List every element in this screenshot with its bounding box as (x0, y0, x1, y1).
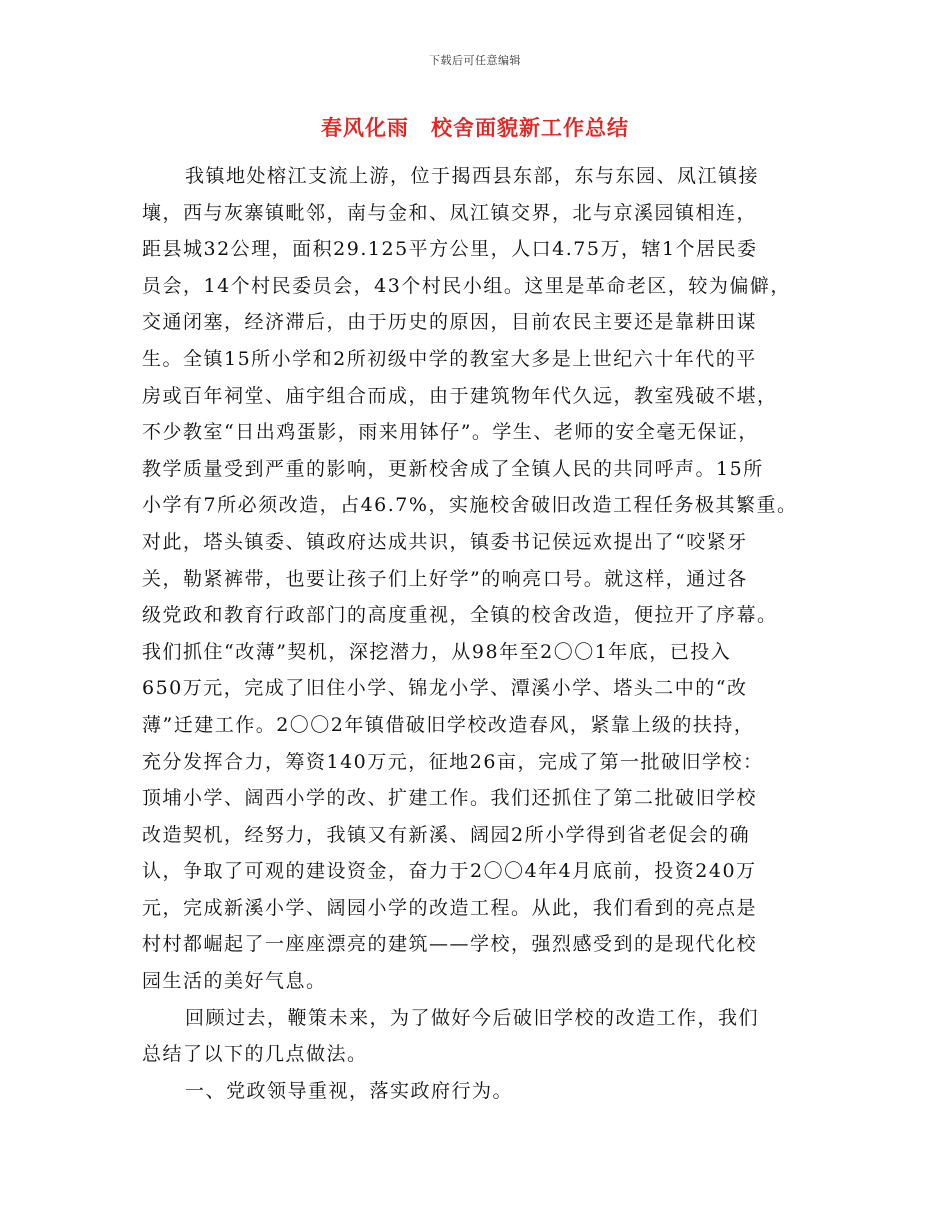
text-line: 交通闭塞，经济滞后，由于历史的原因，目前农民主要还是靠耕田谋 (142, 311, 758, 334)
text-line: 园生活的美好气息。 (142, 970, 327, 993)
text-line: 充分发挥合力，筹资140万元，征地26亩，完成了第一批破旧学校： (142, 750, 764, 773)
document-title: 春风化雨 校舍面貌新工作总结 (321, 115, 629, 140)
header-note: 下载后可任意编辑 (429, 54, 521, 67)
body-text (142, 158, 832, 1109)
text-line: 薄”迁建工作。2〇〇2年镇借破旧学校改造春风，紧靠上级的扶持， (142, 713, 755, 736)
text-line: 元，完成新溪小学、阔园小学的改造工程。从此，我们看到的亮点是 (142, 896, 758, 919)
text-line: 对此，塔头镇委、镇政府达成共识，镇委书记侯远欢提出了“咬紧牙 (142, 530, 748, 553)
text-line: 回顾过去，鞭策未来，为了做好今后破旧学校的改造工作，我们 (185, 1006, 760, 1029)
text-line: 生。全镇15所小学和2所初级中学的教室大多是上世纪六十年代的平 (142, 347, 757, 370)
text-line: 改造契机，经努力，我镇又有新溪、阔园2所小学得到省老促会的确 (142, 823, 751, 846)
text-line: 级党政和教育行政部门的高度重视，全镇的校舍改造，便拉开了序幕。 (142, 604, 778, 627)
text-line: 小学有7所必须改造，占46.7%，实施校舍破旧改造工程任务极其繁重。 (142, 494, 798, 517)
text-line: 650万元，完成了旧住小学、锦龙小学、潭溪小学、塔头二中的“改 (142, 677, 748, 700)
text-line: 一、党政领导重视，落实政府行为。 (185, 1079, 514, 1102)
text-line: 村村都崛起了一座座漂亮的建筑——学校，强烈感受到的是现代化校 (142, 933, 758, 956)
text-line: 我们抓住“改薄”契机，深挖潜力，从98年至2〇〇1年底，已投入 (142, 640, 732, 663)
text-line: 房或百年祠堂、庙宇组合而成，由于建筑物年代久远，教室残破不堪， (142, 384, 778, 407)
text-line: 员会，14个村民委员会，43个村民小组。这里是革命老区，较为偏僻， (142, 274, 791, 297)
text-line: 我镇地处榕江支流上游，位于揭西县东部，东与东园、凤江镇接 (185, 165, 760, 187)
text-line: 壤，西与灰寨镇毗邻，南与金和、凤江镇交界，北与京溪园镇相连， (142, 201, 758, 224)
text-line: 关，勒紧裤带，也要让孩子们上好学”的响亮口号。就这样，通过各 (142, 567, 748, 590)
text-line: 不少教室“日出鸡蛋影，雨来用钵仔”。学生、老师的安全毫无保证， (142, 421, 759, 444)
text-line: 距县城32公理，面积29.125平方公里，人口4.75万，辖1个居民委 (142, 238, 758, 261)
text-line: 认，争取了可观的建设资金，奋力于2〇〇4年4月底前，投资240万 (142, 860, 757, 883)
text-line: 总结了以下的几点做法。 (142, 1043, 368, 1066)
text-line: 顶埔小学、阔西小学的改、扩建工作。我们还抓住了第二批破旧学校 (142, 787, 758, 810)
text-line: 教学质量受到严重的影响，更新校舍成了全镇人民的共同呼声。15所 (142, 457, 764, 480)
